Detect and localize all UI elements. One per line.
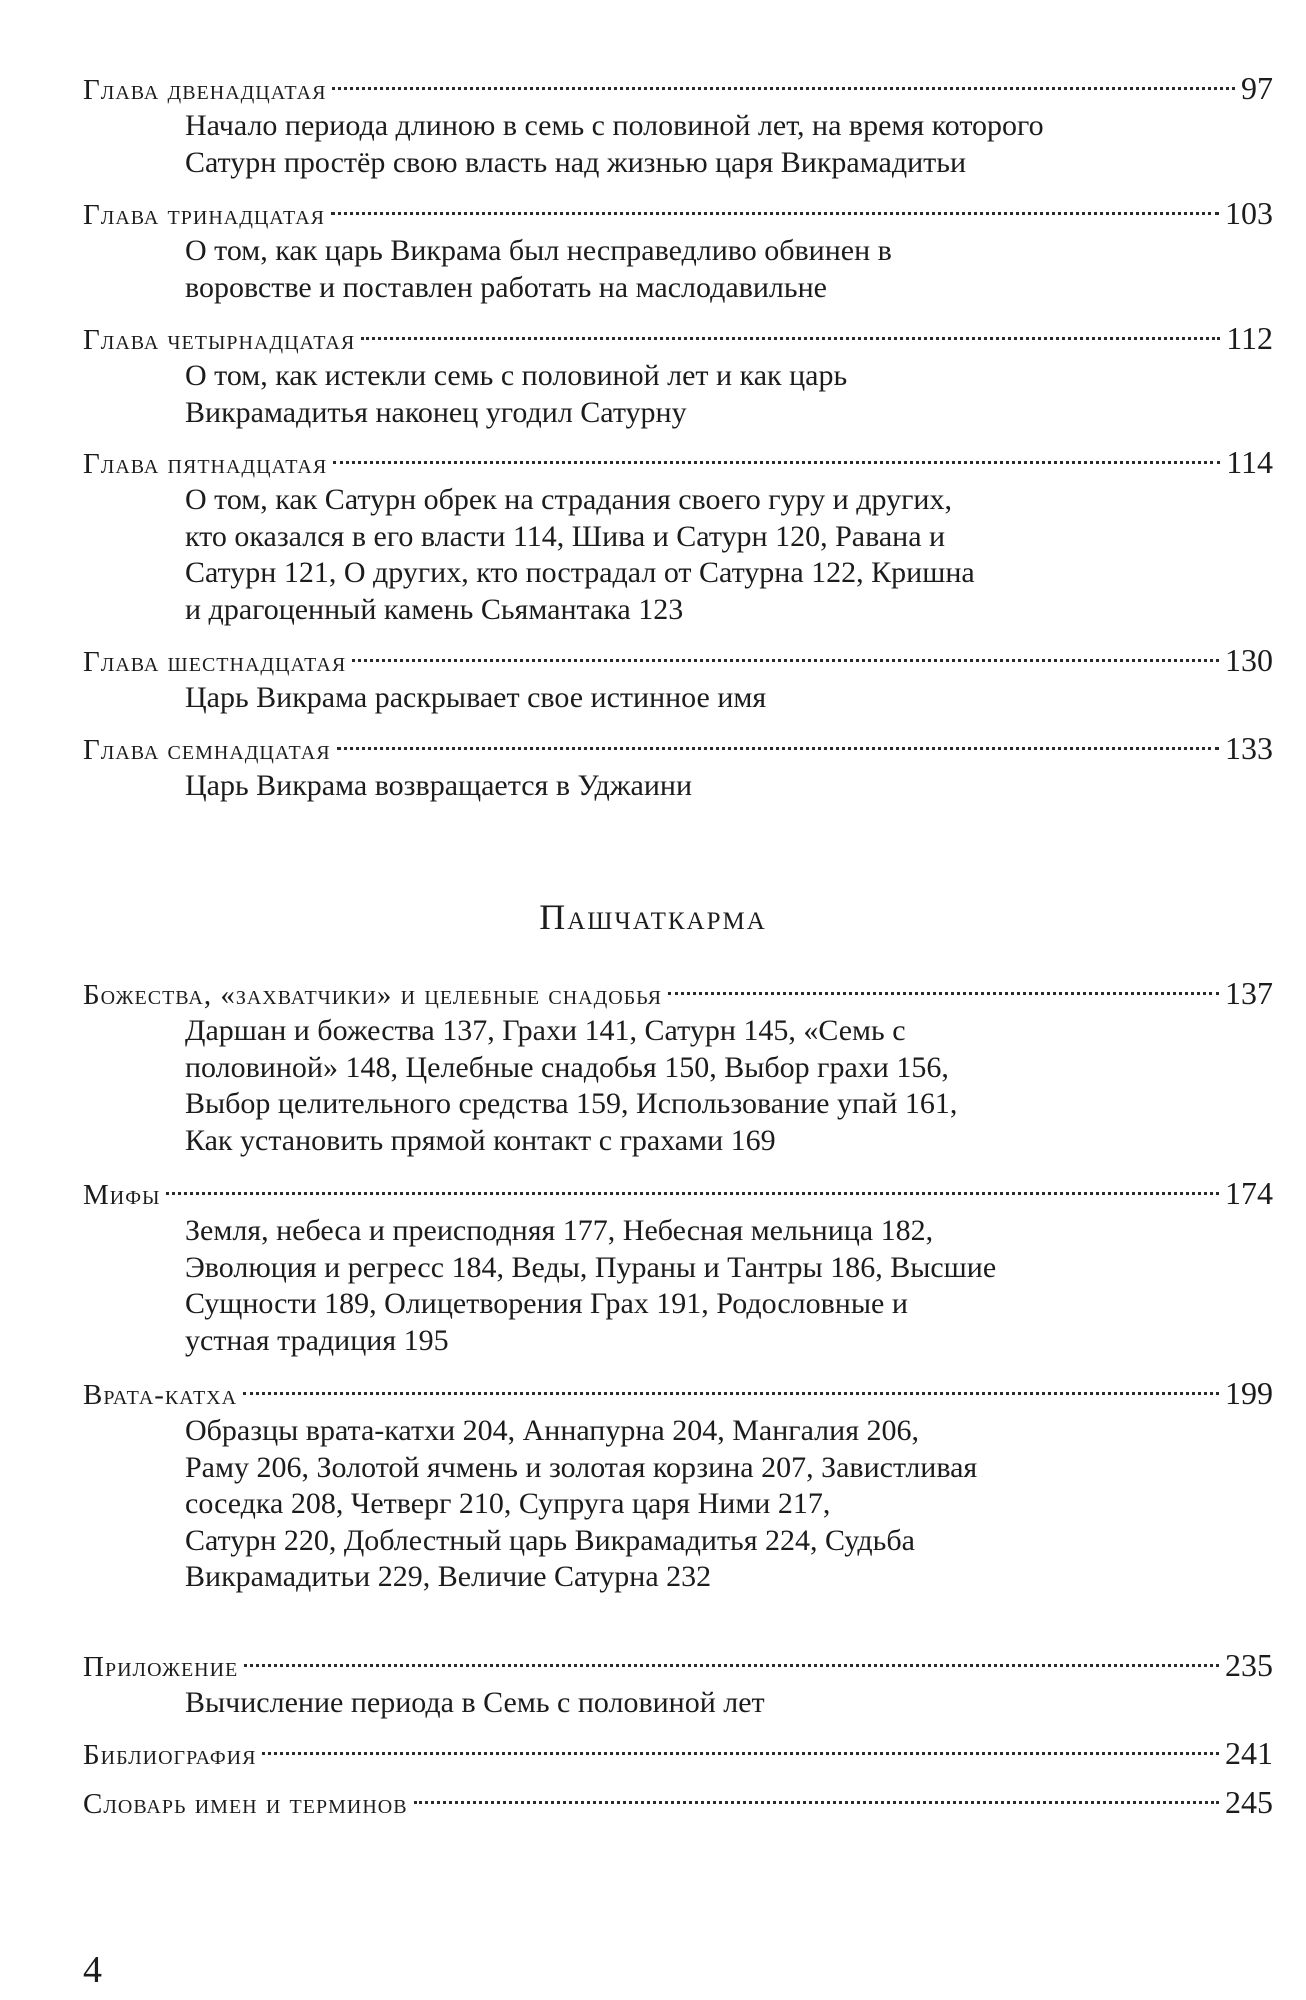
entry-description: [185, 680, 1273, 717]
entry-description: [185, 1213, 1273, 1359]
dot-leader: [352, 659, 1219, 662]
toc-entry[interactable]: [83, 730, 1273, 805]
desc-line: Начало периода длиною в семь с половиной лет, на время которого: [185, 109, 1044, 142]
toc-entry[interactable]: [83, 1784, 1273, 1820]
section-list: [83, 975, 1273, 1159]
desc-line: О том, как царь Викрама был несправедливо обвинен в: [185, 234, 892, 267]
back-matter-list: [83, 1735, 1273, 1771]
toc-entry[interactable]: [83, 320, 1273, 431]
entry-title: Глава шестнадцатая: [83, 646, 347, 678]
entry-page: 114: [1226, 444, 1273, 480]
entry-description: [185, 768, 1273, 805]
entry-page: 97: [1241, 70, 1273, 106]
entry-title: Приложение: [83, 1651, 239, 1683]
desc-line: Земля, небеса и преисподняя 177, Небесная мельница 182,: [185, 1214, 934, 1247]
desc-line: Сатурн 121, О других, кто пострадал от Сатурна 122, Кришна: [185, 556, 975, 589]
chapters-list: [83, 642, 1273, 717]
toc-entry[interactable]: [83, 70, 1273, 179]
desc-line: Царь Викрама возвращается в Уджаини: [185, 769, 692, 802]
dot-leader: [333, 461, 1220, 464]
dot-leader: [668, 992, 1219, 995]
desc-line: О том, как Сатурн обрек на страдания своего гуру и других,: [185, 483, 952, 516]
entry-description: [185, 233, 1273, 306]
entry-page: 235: [1225, 1647, 1273, 1683]
entry-description: [185, 358, 1273, 431]
desc-line: Викрамадитьи 229, Величие Сатурна 232: [185, 1560, 712, 1593]
desc-line: кто оказался в его власти 114, Шива и Сатурн 120, Равана и: [185, 519, 946, 553]
desc-line: Даршан и божества 137, Грахи 141, Сатурн 145, «Семь с: [185, 1014, 906, 1047]
toc-entry[interactable]: [83, 1647, 1273, 1722]
desc-line: Раму 206, Золотой ячмень и золотая корзина 207, Завистливая: [185, 1450, 978, 1484]
toc-entry[interactable]: [83, 444, 1273, 628]
back-matter-list: [83, 1784, 1273, 1820]
entry-description: [185, 482, 1273, 628]
entry-page: 130: [1225, 642, 1273, 678]
entry-title: Глава четырнадцатая: [83, 324, 356, 356]
desc-line: половиной» 148, Целебные снадобья 150, Выбор грахи 156,: [185, 1050, 949, 1084]
toc-entry[interactable]: [83, 975, 1273, 1159]
back-matter-list: [83, 1647, 1273, 1722]
dot-leader: [414, 1801, 1219, 1804]
entry-description: [185, 1413, 1273, 1596]
chapters-list: [83, 444, 1273, 628]
entry-page: 137: [1225, 975, 1273, 1011]
desc-line: Образцы врата-катхи 204, Аннапурна 204, Мангалия 206,: [185, 1414, 919, 1447]
desc-line: Сатурн 220, Доблестный царь Викрамадитья 224, Судьба: [185, 1523, 915, 1557]
desc-line: О том, как истекли семь с половиной лет и как царь: [185, 359, 848, 392]
desc-line: Сатурн простёр свою власть над жизнью царя Викрамадитьи: [185, 145, 967, 179]
entry-page: 112: [1226, 320, 1273, 356]
entry-title: Глава пятнадцатая: [83, 448, 328, 480]
entry-title: Глава семнадцатая: [83, 734, 331, 766]
desc-line: Викрамадитья наконец угодил Сатурну: [185, 395, 687, 429]
desc-line: воровстве и поставлен работать на маслодавильне: [185, 270, 827, 304]
desc-line: устная традиция 195: [185, 1323, 449, 1357]
entry-page: 241: [1225, 1735, 1273, 1771]
section-list: [83, 1375, 1273, 1596]
dot-leader: [244, 1664, 1219, 1667]
desc-line: Выбор целительного средства 159, Использование упай 161,: [185, 1087, 958, 1120]
entry-page: 199: [1225, 1375, 1273, 1411]
desc-line: соседка 208, Четверг 210, Супруга царя Ними 217,: [185, 1487, 831, 1520]
dot-leader: [331, 212, 1219, 215]
section-list: [83, 1175, 1273, 1359]
entry-title: Словарь имен и терминов: [83, 1788, 408, 1820]
desc-line: Вычисление периода в Семь с половиной лет: [185, 1686, 765, 1719]
entry-page: 133: [1225, 730, 1273, 766]
desc-line: Эволюция и регресс 184, Веды, Пураны и Тантры 186, Высшие: [185, 1250, 997, 1284]
chapters-list: [83, 730, 1273, 805]
desc-line: и драгоценный камень Сьямантака 123: [185, 592, 684, 626]
dot-leader: [243, 1392, 1219, 1395]
chapters-list: [83, 195, 1273, 306]
chapters-list: [83, 70, 1273, 179]
toc-entry[interactable]: [83, 1175, 1273, 1359]
page-number: 4: [83, 1949, 102, 1991]
section-title: Пашчаткарма: [539, 897, 767, 937]
chapters-list: [83, 320, 1273, 431]
entry-page: 103: [1225, 195, 1273, 231]
entry-title: Глава тринадцатая: [83, 199, 325, 231]
desc-line: Царь Викрама раскрывает свое истинное имя: [185, 681, 767, 714]
entry-description: [185, 108, 1273, 181]
desc-line: Как установить прямой контакт с грахами 169: [185, 1123, 776, 1157]
entry-title: Библиография: [83, 1739, 257, 1771]
entry-title: Глава двенадцатая: [83, 74, 327, 106]
toc-entry[interactable]: [83, 1375, 1273, 1596]
entry-description: [185, 1013, 1273, 1159]
entry-page: 174: [1225, 1175, 1273, 1211]
entry-page: 245: [1225, 1784, 1273, 1820]
entry-description: [185, 1685, 1273, 1722]
dot-leader: [166, 1192, 1219, 1195]
toc-entry[interactable]: [83, 195, 1273, 306]
dot-leader: [337, 747, 1219, 750]
toc-entry[interactable]: [83, 1735, 1273, 1771]
dot-leader: [262, 1752, 1219, 1755]
dot-leader: [332, 87, 1235, 90]
entry-title: Мифы: [83, 1179, 161, 1211]
entry-title: Божества, «захватчики» и целебные снадобья: [83, 979, 662, 1011]
entry-title: Врата-катха: [83, 1379, 238, 1411]
desc-line: Сущности 189, Олицетворения Грах 191, Родословные и: [185, 1287, 908, 1320]
toc-entry[interactable]: [83, 642, 1273, 717]
dot-leader: [361, 337, 1220, 340]
